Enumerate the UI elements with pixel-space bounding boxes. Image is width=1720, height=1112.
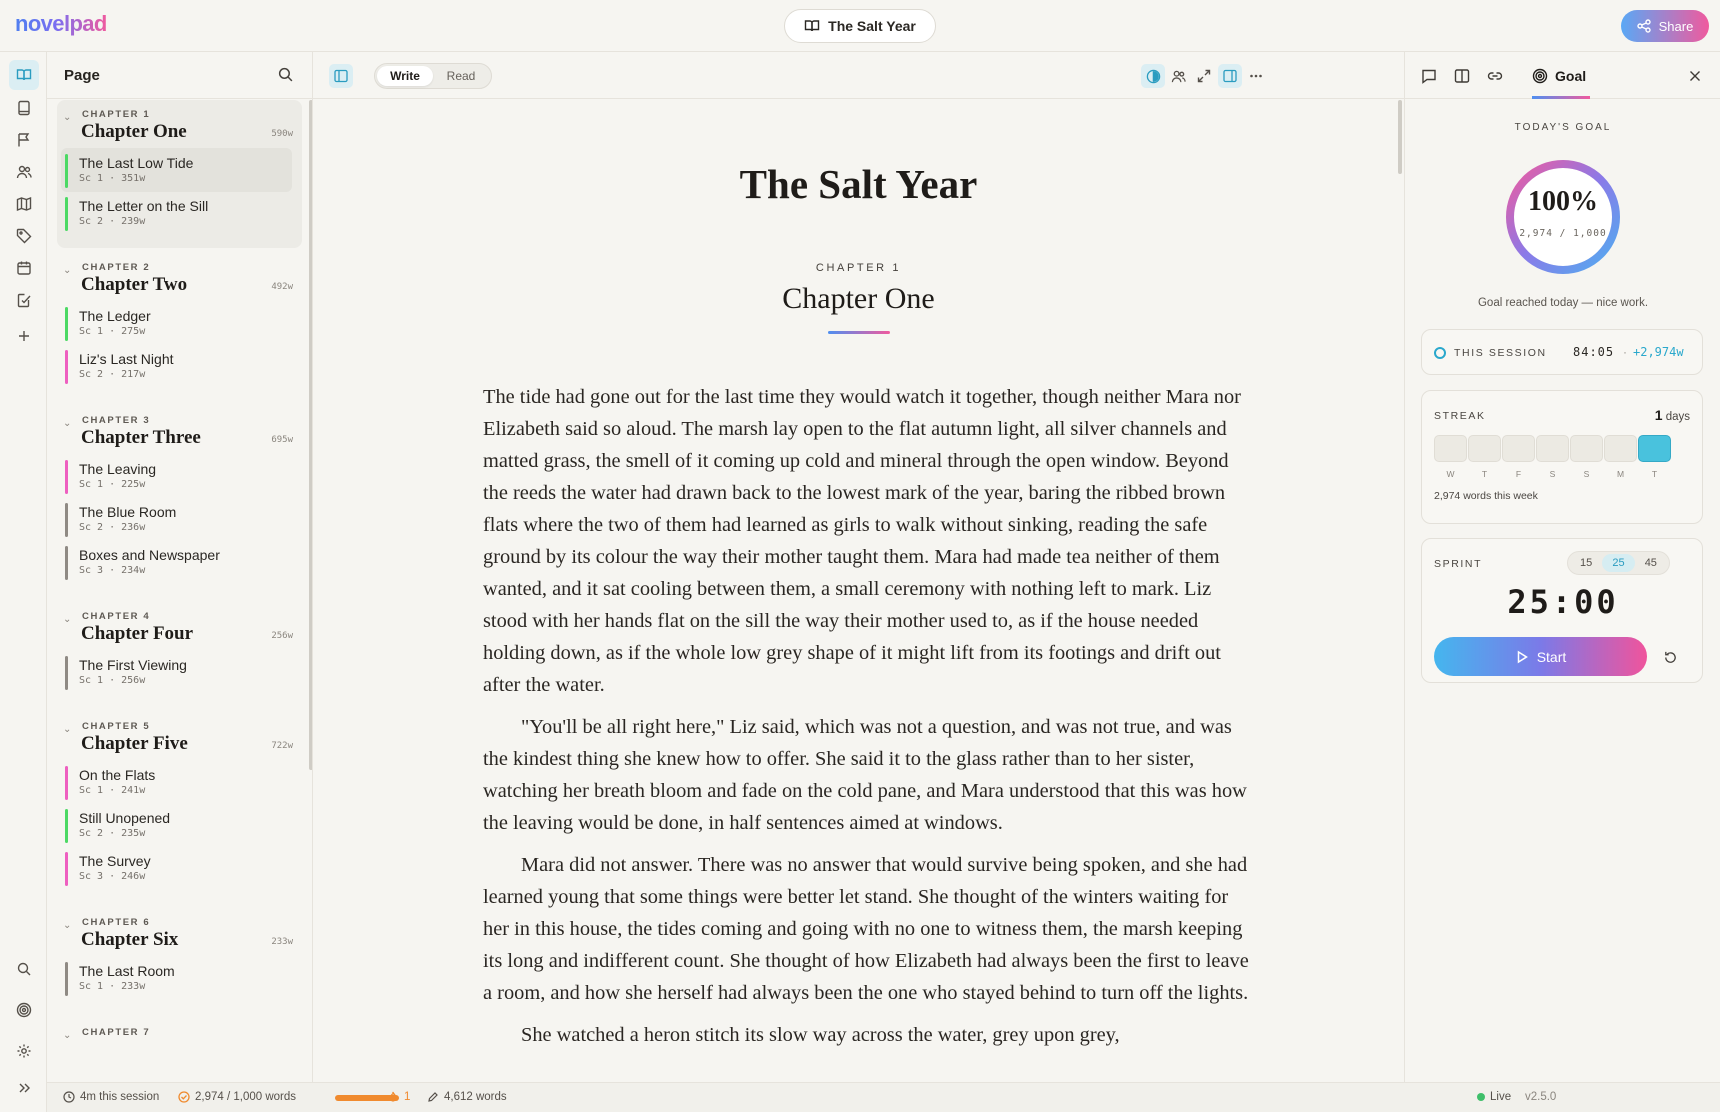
search-icon[interactable]: [277, 66, 294, 83]
scene-item[interactable]: [61, 846, 292, 890]
streak-day-cell: [1638, 435, 1671, 462]
goal-message: Goal reached today — nice work.: [1477, 297, 1649, 309]
chapter-word-count: 233w: [271, 937, 293, 947]
streak-day-label: W: [1446, 469, 1455, 479]
scene-status-bar: [65, 503, 68, 537]
chapter-word-count: 256w: [271, 631, 293, 641]
chevron-down-icon[interactable]: ⌄: [63, 920, 72, 931]
clock-icon: [63, 1091, 75, 1103]
chapter-title[interactable]: Chapter Five: [81, 733, 188, 754]
calendar-icon[interactable]: [9, 253, 39, 283]
scene-meta: Sc 2 · 239w: [79, 216, 146, 227]
chevron-down-icon[interactable]: ⌄: [63, 724, 72, 735]
play-icon: [1515, 650, 1529, 664]
document-title-pill[interactable]: [784, 9, 936, 43]
right-panel-toggle-icon[interactable]: [1218, 64, 1242, 88]
outline-header: [47, 52, 313, 99]
scene-item[interactable]: [61, 540, 292, 584]
scene-title: On the Flats: [79, 767, 156, 783]
chevron-down-icon[interactable]: ⌄: [63, 112, 72, 123]
scene-meta: Sc 1 · 256w: [79, 675, 146, 686]
chapter-word-count: 590w: [271, 129, 293, 139]
streak-count: [1655, 407, 1690, 423]
session-status: [63, 1091, 159, 1103]
goal-kicker: TODAY'S GOAL: [1514, 122, 1612, 133]
scene-item[interactable]: [61, 344, 292, 388]
goal-check-icon: [178, 1091, 190, 1103]
sprint-card: [1421, 538, 1703, 683]
map-icon[interactable]: [9, 189, 39, 219]
streak-unit: days: [1665, 411, 1690, 423]
right-panel-tabs: [1405, 52, 1720, 99]
tag-icon[interactable]: [9, 221, 39, 251]
app-logo[interactable]: novelpad: [15, 11, 107, 36]
flame-icon: [387, 1091, 399, 1103]
target-icon: [1532, 68, 1548, 84]
live-dot-icon: [1477, 1093, 1485, 1101]
chapter-group: [57, 602, 302, 707]
streak-day-cell: [1604, 435, 1637, 462]
scene-title: The First Viewing: [79, 657, 187, 673]
goal-status[interactable]: [178, 1091, 296, 1103]
paragraph[interactable]: The tide had gone out for the last time they would watch it together, though neither Mara nor Elizabeth said so aloud. The marsh lay open to the flat autumn light, all silver channels and matted grass, the smell of it coming up cold and mineral through the open window. Beyond the reeds the water had drawn back to the lowest mark of the year, baring the ribbed brown flats where the two of them had learned as girls to walk without sinking, reading the safe ground by its colour the way their mother taught them. Mara had made tea neither of them wanted, and it sat cooling between them, a small ceremony with nothing left to mark. Liz stood with her hands flat on the sill the way their mother used to, as if the house needed holding down, as if the whole low grey shape of it might lift from its footings and drift out after the water.: [483, 386, 1241, 696]
scene-status-bar: [65, 197, 68, 231]
scene-title: The Ledger: [79, 308, 151, 324]
chapter-heading: Chapter One: [782, 282, 935, 315]
scene-title: Still Unopened: [79, 810, 171, 826]
chapter-group: [57, 100, 302, 248]
people-icon[interactable]: [9, 157, 39, 187]
scene-meta: Sc 2 · 235w: [79, 828, 146, 839]
chapter-title[interactable]: Chapter Six: [81, 929, 179, 950]
chevron-down-icon[interactable]: ⌄: [63, 1030, 72, 1041]
scene-item[interactable]: [61, 454, 292, 498]
scene-status-bar: [65, 962, 68, 996]
active-tab-indicator: [1532, 96, 1590, 99]
scene-item[interactable]: [61, 760, 292, 804]
more-options-icon[interactable]: [1244, 64, 1268, 88]
scene-status-bar: [65, 809, 68, 843]
scene-meta: Sc 2 · 217w: [79, 369, 146, 380]
streak-card: [1421, 390, 1703, 524]
scene-status-bar: [65, 307, 68, 341]
book-title: The Salt Year: [739, 161, 978, 207]
chapter-title[interactable]: Chapter One: [81, 121, 187, 142]
streak-day-cell: [1434, 435, 1467, 462]
expand-icon[interactable]: [1192, 64, 1216, 88]
goal-percent: 100%: [1528, 186, 1598, 217]
chapter-word-count: 492w: [271, 282, 293, 292]
plus-icon[interactable]: [9, 321, 39, 351]
streak-day-label: M: [1616, 469, 1625, 479]
scene-status-bar: [65, 766, 68, 800]
chapter-group: [57, 908, 302, 1013]
scene-meta: Sc 3 · 246w: [79, 871, 146, 882]
focus-mode-icon[interactable]: [1141, 64, 1165, 88]
streak-day-label: T: [1481, 469, 1488, 479]
target-icon[interactable]: [9, 995, 39, 1025]
scene-status-bar: [65, 460, 68, 494]
scene-item[interactable]: [61, 650, 292, 694]
sprint-option-15[interactable]: 15: [1580, 557, 1593, 569]
paragraph[interactable]: "You'll be all right here," Liz said, which was not a question, and was not true, and was the kindest thing she knew how to offer. She said it to the glass rather than to her sister, watching her breath bloom and fade on the cold pane, and Mara understood that this was how the leaving would be done, in half sentences aimed at windows.: [483, 716, 1247, 834]
scene-title: Boxes and Newspaper: [79, 547, 220, 563]
chapter-kicker: CHAPTER 3: [82, 415, 151, 426]
scene-meta: Sc 2 · 236w: [79, 522, 146, 533]
checklist-icon[interactable]: [9, 285, 39, 315]
editor-toolbar: [313, 52, 1404, 99]
paragraph[interactable]: She watched a heron stitch its slow way across the water, grey upon grey,: [521, 1024, 1120, 1046]
scene-item[interactable]: [61, 191, 292, 235]
chapter-word-count: 695w: [271, 435, 293, 445]
double-chevron-right-icon[interactable]: [9, 1073, 39, 1103]
chapter-kicker: CHAPTER 1: [815, 262, 902, 274]
streak-day-label: S: [1549, 469, 1556, 479]
sidebar-toggle-icon[interactable]: [329, 64, 353, 88]
scene-title: The Leaving: [79, 461, 157, 477]
sprint-timer: 25:00: [1507, 583, 1619, 621]
nav-rail: [0, 52, 47, 1112]
chapter-kicker: CHAPTER 5: [82, 721, 151, 732]
write-read-toggle: [374, 63, 492, 89]
outline-panel: [47, 52, 313, 1082]
pencil-icon: [427, 1091, 439, 1103]
link-icon[interactable]: [1483, 64, 1507, 88]
streak-status-count: 1: [404, 1091, 411, 1103]
scene-status-bar: [65, 154, 68, 188]
chapter-title[interactable]: Chapter Two: [81, 274, 188, 295]
streak-label: STREAK: [1434, 410, 1486, 422]
session-words: +2,974w: [1633, 345, 1684, 359]
goal-panel: [1404, 52, 1720, 1082]
share-button[interactable]: [1621, 10, 1709, 42]
chapter-group: [57, 1018, 302, 1080]
goal-fraction: 2,974 / 1,000: [1519, 228, 1607, 239]
chapter-group: [57, 253, 302, 401]
streak-day-label: F: [1515, 469, 1522, 479]
scene-item[interactable]: [61, 497, 292, 541]
chevron-down-icon[interactable]: ⌄: [63, 418, 72, 429]
streak-day-cell: [1502, 435, 1535, 462]
sprint-label: SPRINT: [1434, 558, 1483, 570]
session-separator: ·: [1623, 345, 1627, 359]
tab-goal[interactable]: [1532, 64, 1586, 88]
scene-status-bar: [65, 350, 68, 384]
editor-pane: [313, 52, 1404, 1082]
streak-day-label: S: [1583, 469, 1590, 479]
streak-number: 1: [1654, 407, 1663, 423]
outline-title: Page: [64, 67, 100, 84]
scene-title: The Letter on the Sill: [79, 198, 209, 214]
streak-day-cell: [1570, 435, 1603, 462]
streak-day-cell: [1536, 435, 1569, 462]
top-bar: [0, 0, 1720, 52]
scene-item[interactable]: [61, 148, 292, 192]
sprint-duration-selector: [1567, 551, 1670, 575]
scene-status-bar: [65, 656, 68, 690]
session-card: [1421, 329, 1703, 375]
comment-icon[interactable]: [1417, 64, 1441, 88]
gear-icon[interactable]: [9, 1036, 39, 1066]
live-label: Live: [1490, 1091, 1512, 1103]
scene-title: The Last Room: [79, 963, 175, 979]
chapter-divider: [828, 331, 890, 334]
streak-day-label: T: [1651, 469, 1658, 479]
chapter-kicker: CHAPTER 1: [82, 109, 151, 120]
sprint-option-25[interactable]: 25: [1602, 554, 1634, 572]
chapter-title[interactable]: Chapter Three: [81, 427, 201, 448]
reset-icon[interactable]: [1659, 646, 1681, 668]
close-icon[interactable]: [1683, 64, 1707, 88]
scene-title: Liz's Last Night: [79, 351, 174, 367]
collaborators-icon[interactable]: [1166, 64, 1190, 88]
total-words: 4,612 words: [444, 1091, 507, 1103]
version: v2.5.0: [1525, 1091, 1557, 1103]
scene-title: The Blue Room: [79, 504, 177, 520]
scene-meta: Sc 3 · 234w: [79, 565, 146, 576]
chapter-group: [57, 712, 302, 903]
streak-day-cell: [1468, 435, 1501, 462]
chevron-down-icon[interactable]: ⌄: [63, 614, 72, 625]
chevron-down-icon[interactable]: ⌄: [63, 265, 72, 276]
sprint-start-label: Start: [1536, 648, 1567, 665]
read-mode-button[interactable]: Read: [446, 69, 476, 83]
share-icon: [1637, 19, 1651, 33]
manuscript-text[interactable]: [483, 381, 1253, 1061]
book-icon: [804, 18, 820, 34]
live-status: [1477, 1091, 1511, 1103]
chapter-kicker: CHAPTER 7: [82, 1027, 151, 1038]
scene-status-bar: [65, 852, 68, 886]
session-label: THIS SESSION: [1454, 347, 1547, 359]
chapter-title[interactable]: Chapter Four: [81, 623, 194, 644]
flag-icon[interactable]: [9, 125, 39, 155]
streak-status: [387, 1091, 410, 1103]
goal-words: 2,974 / 1,000 words: [195, 1091, 297, 1103]
columns-icon[interactable]: [1450, 64, 1474, 88]
scene-title: The Last Low Tide: [79, 155, 194, 171]
chapter-kicker: CHAPTER 4: [82, 611, 151, 622]
sprint-start-button[interactable]: [1434, 637, 1647, 676]
scene-status-bar: [65, 546, 68, 580]
scene-meta: Sc 1 · 233w: [79, 981, 146, 992]
chapter-group: [57, 406, 302, 597]
write-mode-button[interactable]: Write: [377, 66, 433, 86]
session-duration: 4m this session: [80, 1091, 160, 1103]
scene-item[interactable]: [61, 301, 292, 345]
notebook-icon[interactable]: [9, 93, 39, 123]
sprint-option-45[interactable]: 45: [1644, 557, 1657, 569]
tab-goal-label: Goal: [1555, 68, 1587, 84]
scene-meta: Sc 1 · 241w: [79, 785, 146, 796]
scene-title: The Survey: [79, 853, 151, 869]
book-open-icon[interactable]: [9, 60, 39, 90]
scene-meta: Sc 1 · 225w: [79, 479, 146, 490]
chapter-word-count: 722w: [271, 741, 293, 751]
session-indicator-icon: [1434, 347, 1446, 359]
scene-meta: Sc 1 · 275w: [79, 326, 146, 337]
chapter-kicker: CHAPTER 2: [82, 262, 151, 273]
scene-item[interactable]: [61, 803, 292, 847]
search-icon[interactable]: [9, 954, 39, 984]
streak-week-words: 2,974 words this week: [1434, 490, 1538, 502]
total-words-status: [427, 1091, 507, 1103]
status-bar: [47, 1082, 1720, 1112]
session-time: 84:05: [1573, 345, 1615, 359]
scene-item[interactable]: [61, 956, 292, 1000]
share-label: Share: [1658, 18, 1694, 34]
scene-meta: Sc 1 · 351w: [79, 173, 146, 184]
paragraph[interactable]: Mara did not answer. There was no answer that would survive being spoken, and she had learned young that some things were better let stand. She thought of the winters waiting for her in this house, the tides coming and going with no one to witness them, the marsh keeping its long and indifferent count. She thought of how Elizabeth had always been the first to leave a room, and how she herself had always been the one who stayed behind to turn off the lights.: [483, 854, 1249, 1004]
chapter-kicker: CHAPTER 6: [82, 917, 151, 928]
document-title: The Salt Year: [828, 18, 916, 34]
